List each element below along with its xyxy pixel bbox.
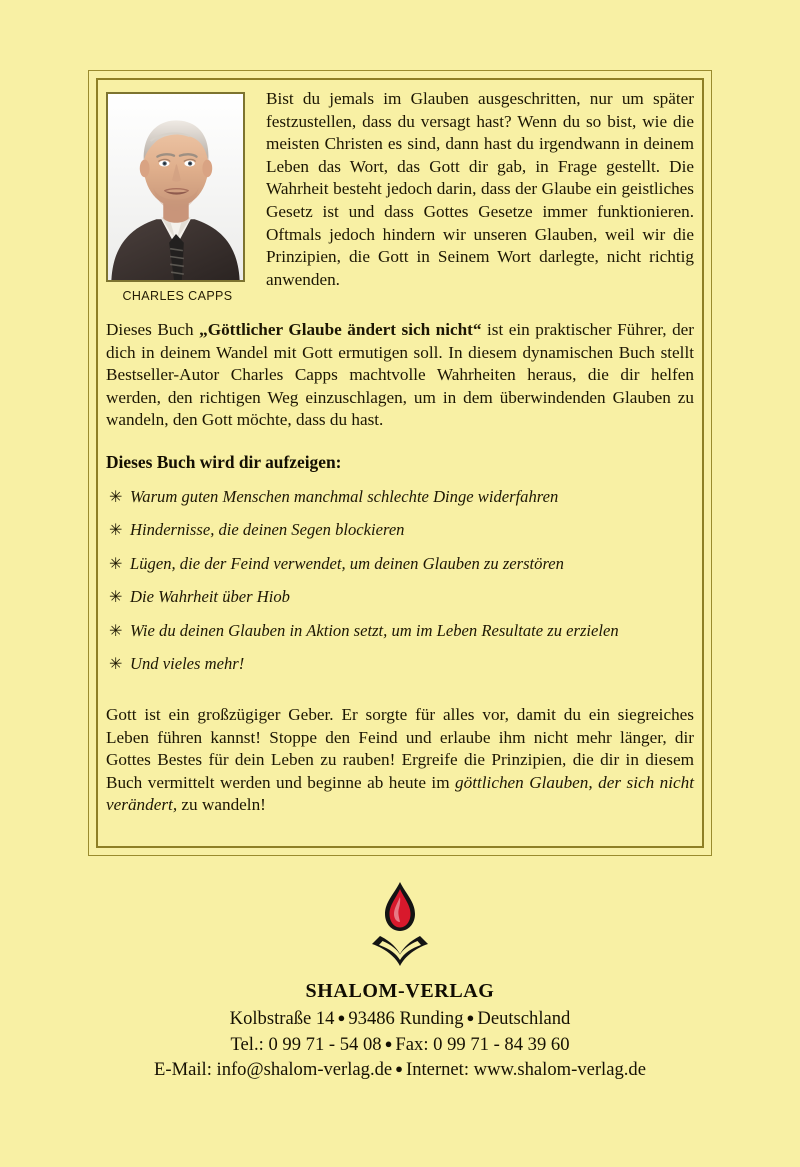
closing-text-after-emphasis: zu wandeln! (177, 795, 266, 815)
list-item-label: Und vieles mehr! (130, 654, 245, 674)
closing-paragraph (106, 688, 694, 817)
website-url[interactable]: www.shalom-verlag.de (473, 1059, 646, 1080)
description-text-after-title: ist ein praktischer Führer, der dich in deinem Wandel mit Gott ermutigen soll. In diesem dynamischen Buch stellt Bestseller-Autor Charles Capps machtvolle Wahrheiten heraus, die dir helfen werden, den richtigen Weg einzuschlagen, um in dem überwindenden Glauben zu wandeln, den Gott möchte, dass du hast. (106, 320, 695, 430)
author-photo-caption: CHARLES CAPPS (122, 289, 233, 303)
fax-label: Fax: (395, 1033, 429, 1055)
address-country: Deutschland (477, 1008, 571, 1029)
list-heading: Dieses Buch wird dir aufzeigen: (106, 451, 342, 472)
list-item-label: Wie du deinen Glauben in Aktion setzt, um im Leben Resultate zu erzielen (130, 620, 619, 640)
address-street: Kolbstraße 14 (229, 1008, 335, 1029)
asterisk-icon: ✳ (109, 589, 123, 607)
bullet-separator-icon: ● (466, 1010, 475, 1025)
list-item (106, 621, 694, 655)
bullet-separator-icon: ● (337, 1010, 346, 1025)
flame-over-open-book-logo (352, 880, 448, 972)
publisher-name: SHALOM-VERLAG (305, 980, 495, 1002)
portrait-image (108, 94, 243, 280)
phone-fax-line (0, 1032, 800, 1058)
address-city: 93486 Runding (348, 1008, 464, 1029)
asterisk-icon: ✳ (109, 622, 123, 640)
email-web-line (0, 1057, 800, 1083)
list-item-label: Hindernisse, die deinen Segen blockieren (130, 520, 405, 540)
topics-list (106, 473, 694, 688)
list-item (106, 587, 694, 621)
list-item-label: Lügen, die der Feind verwendet, um deinen Glauben zu zerstören (130, 553, 564, 573)
book-description-paragraph (106, 305, 694, 432)
asterisk-icon: ✳ (109, 656, 123, 674)
email-label: E-Mail: (154, 1059, 212, 1080)
list-item (106, 654, 694, 688)
fax-number: 0 99 71 - 84 39 60 (433, 1033, 570, 1055)
author-photo (106, 92, 245, 282)
intro-paragraph: Bist du jemals im Glauben ausgeschritten, nur um später festzustellen, dass du versagt hast? Wenn du so bist, wie die meisten Christen es sind, dann hast du irgendwann in deinem Leben das Wort, das Gott dir gab, in Frage gestellt. Die Wahrheit besteht jedoch darin, dass der Glaube ein geistliches Gesetz ist und dass Gottes Gesetze immer funktionieren. Oftmals jedoch hindern wir unseren Glauben, weil wir die Prinzipien, die Gott in Seinem Wort darlegte, nicht richtig anwenden. (266, 89, 694, 289)
publisher-imprint (0, 880, 800, 1083)
asterisk-icon: ✳ (109, 555, 123, 573)
web-label: Internet: (406, 1059, 470, 1080)
bullet-separator-icon: ● (395, 1061, 404, 1076)
phone-number: 0 99 71 - 54 08 (268, 1033, 382, 1055)
list-item (106, 487, 694, 521)
book-title: „Göttlicher Glaube ändert sich nicht“ (199, 320, 482, 339)
list-item (106, 520, 694, 554)
author-photo-block (106, 92, 249, 303)
bullet-separator-icon: ● (384, 1035, 393, 1051)
list-item-label: Warum guten Menschen manchmal schlechte Dinge widerfahren (130, 486, 559, 506)
list-item-label: Die Wahrheit über Hiob (130, 587, 290, 607)
description-text-before-title: Dieses Buch (106, 320, 200, 339)
closing-text-before-emphasis: Gott ist ein großzügiger Geber. Er sorgte für alles vor, damit du ein siegreiches Leben führen kannst! Stoppe den Feind und erlaube ihm nicht mehr länger, dir Gottes Bestes für dein Leben zu rauben! Ergreife die Prinzipien, die dir in diesem Buch vermittelt werden und beginne ab heute im (106, 704, 694, 792)
list-item (106, 554, 694, 588)
closing-emphasis: göttlichen Glauben, der sich nicht verändert, (106, 772, 694, 815)
asterisk-icon: ✳ (109, 522, 123, 540)
email-address[interactable]: info@shalom-verlag.de (216, 1059, 393, 1080)
asterisk-icon: ✳ (109, 488, 123, 506)
phone-label: Tel.: (230, 1033, 264, 1055)
address-line (0, 1006, 800, 1032)
cover-content (106, 88, 694, 838)
